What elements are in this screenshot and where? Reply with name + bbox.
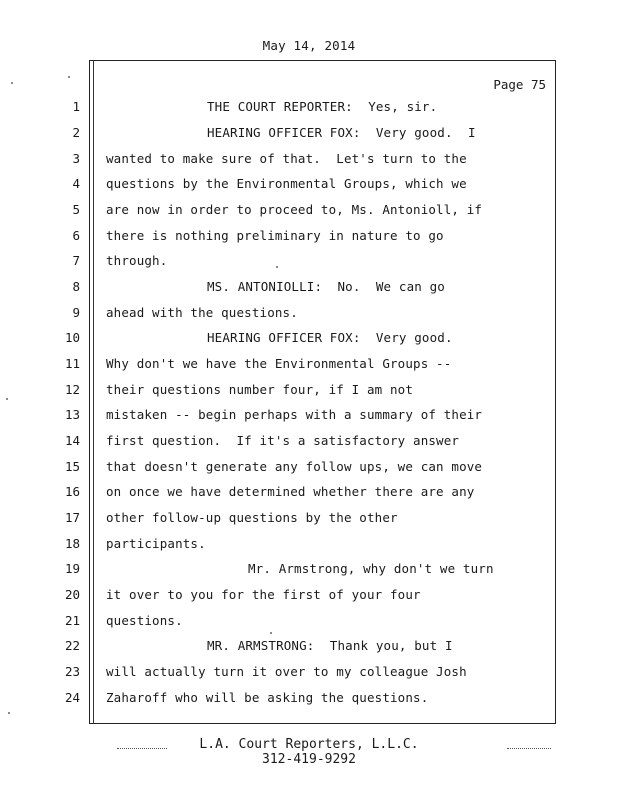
- scan-speck: [11, 82, 13, 84]
- transcript-line: wanted to make sure of that. Let's turn to the: [106, 151, 467, 166]
- line-number: 16: [64, 484, 80, 499]
- line-number: 5: [72, 202, 80, 217]
- transcript-line: MR. ARMSTRONG: Thank you, but I: [207, 638, 453, 653]
- page-date-header: May 14, 2014: [262, 38, 356, 53]
- scan-speck: [6, 398, 8, 400]
- page-number-label: Page 75: [493, 77, 546, 92]
- line-number: 18: [64, 536, 80, 551]
- line-number: 12: [64, 382, 80, 397]
- line-number: 8: [72, 279, 80, 294]
- line-number: 10: [64, 330, 80, 345]
- scan-speck: [8, 712, 10, 714]
- line-number: 15: [64, 459, 80, 474]
- transcript-line: first question. If it's a satisfactory answer: [106, 433, 460, 448]
- transcript-line: Zaharoff who will be asking the questions.: [106, 690, 429, 705]
- transcript-line: ahead with the questions.: [106, 305, 298, 320]
- transcript-line: there is nothing preliminary in nature to go: [106, 228, 444, 243]
- transcript-line: participants.: [106, 536, 206, 551]
- transcript-line: on once we have determined whether there are any: [106, 484, 475, 499]
- line-number: 24: [64, 690, 80, 705]
- line-number: 21: [64, 613, 80, 628]
- line-number: 2: [72, 125, 80, 140]
- line-number: 20: [64, 587, 80, 602]
- transcript-line: it over to you for the first of your four: [106, 587, 421, 602]
- line-number: 11: [64, 356, 80, 371]
- transcript-line: Why don't we have the Environmental Groups --: [106, 356, 452, 371]
- transcript-line: their questions number four, if I am not: [106, 382, 414, 397]
- transcript-left-rule: [93, 60, 94, 724]
- line-number: 4: [72, 176, 80, 191]
- transcript-line: mistaken -- begin perhaps with a summary of their: [106, 407, 483, 422]
- line-number: 7: [72, 253, 80, 268]
- footer-phone: 312-419-9292: [262, 752, 356, 767]
- line-number: 22: [64, 638, 80, 653]
- transcript-line: will actually turn it over to my colleague Josh: [106, 664, 467, 679]
- scan-speck: [276, 266, 278, 268]
- line-number: 3: [72, 151, 80, 166]
- line-number: 17: [64, 510, 80, 525]
- line-number: 23: [64, 664, 80, 679]
- transcript-line: other follow-up questions by the other: [106, 510, 398, 525]
- transcript-line: MS. ANTONIOLLI: No. We can go: [207, 279, 445, 294]
- transcript-line: questions.: [106, 613, 183, 628]
- line-number: 9: [72, 305, 80, 320]
- transcript-line: through.: [106, 253, 168, 268]
- line-number: 19: [64, 561, 80, 576]
- transcript-line: that doesn't generate any follow ups, we can move: [106, 459, 483, 474]
- scan-speck: [68, 76, 70, 78]
- transcript-line: questions by the Environmental Groups, which we: [106, 176, 467, 191]
- line-number: 13: [64, 407, 80, 422]
- transcript-line: HEARING OFFICER FOX: Very good. I: [207, 125, 476, 140]
- transcript-line: are now in order to proceed to, Ms. Antonioll, if: [106, 202, 483, 217]
- footer-company: L.A. Court Reporters, L.L.C.: [199, 737, 419, 752]
- transcript-line: HEARING OFFICER FOX: Very good.: [207, 330, 453, 345]
- line-number: 1: [72, 99, 80, 114]
- line-number: 6: [72, 228, 80, 243]
- line-number: 14: [64, 433, 80, 448]
- transcript-line: THE COURT REPORTER: Yes, sir.: [207, 99, 438, 114]
- transcript-line: Mr. Armstrong, why don't we turn: [248, 561, 494, 576]
- scan-speck: [270, 632, 272, 634]
